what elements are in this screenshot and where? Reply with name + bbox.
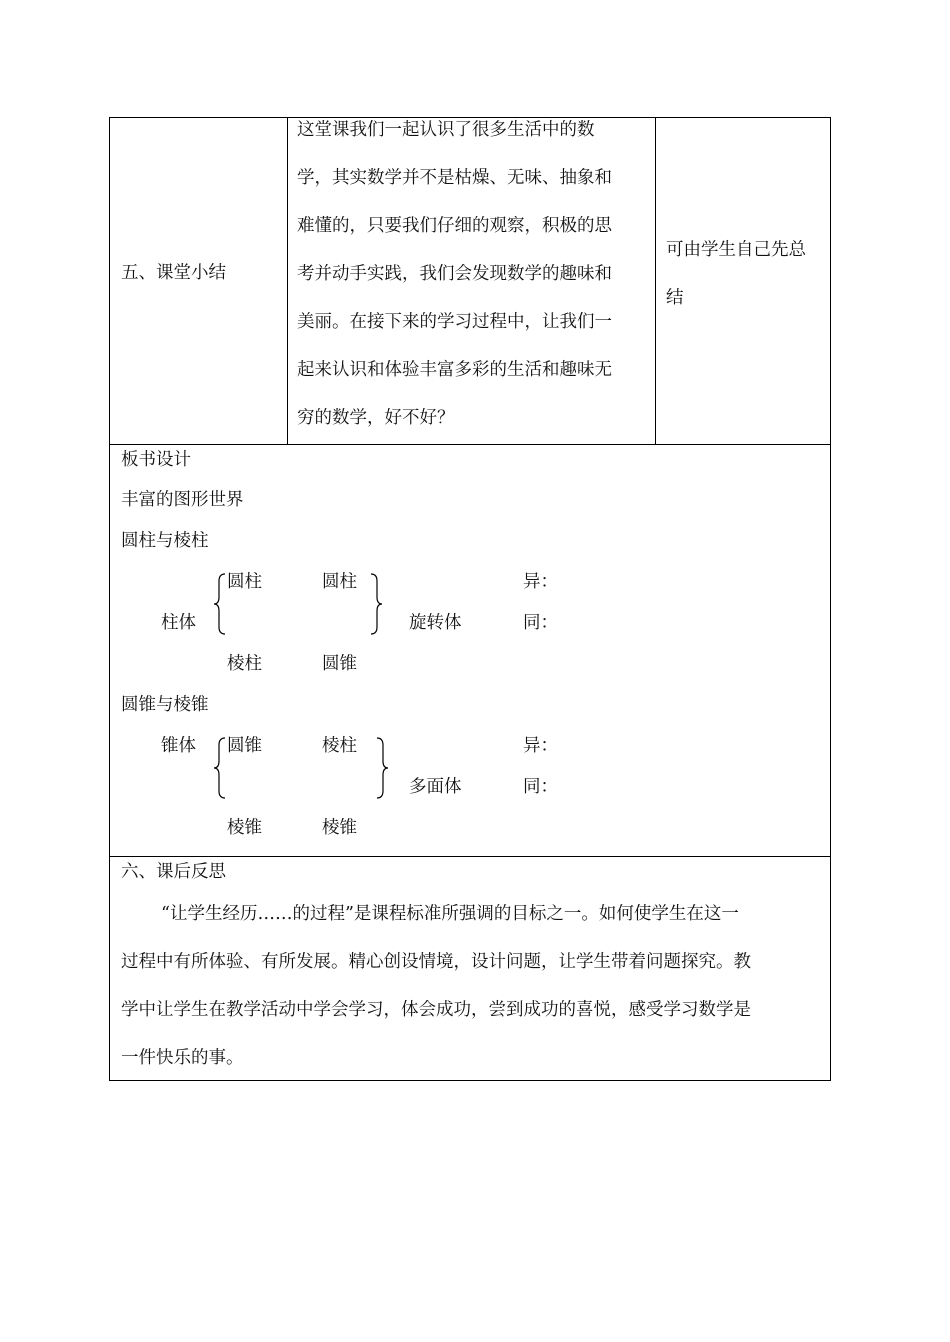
section5-content-line: 美丽。在接下来的学习过程中，让我们一	[297, 312, 612, 332]
group1-left-brace-icon	[212, 573, 228, 635]
group1-title: 圆柱与棱柱	[121, 531, 209, 551]
section6-heading: 六、课后反思	[121, 862, 226, 882]
group2-category: 锥体	[161, 736, 196, 756]
group1-left-bottom: 棱柱	[227, 654, 262, 674]
row-divider-2	[110, 856, 830, 857]
group2-right-top: 棱柱	[322, 736, 357, 756]
group2-left-bottom: 棱锥	[227, 818, 262, 838]
group2-right-bottom: 棱锥	[322, 818, 357, 838]
section5-note-line: 结	[666, 288, 684, 308]
section5-label: 五、课堂小结	[121, 263, 226, 283]
board-title: 丰富的图形世界	[121, 490, 244, 510]
group2-diff-label: 异：	[523, 736, 558, 756]
row-divider-1	[110, 444, 830, 445]
section6-body	[121, 890, 821, 1082]
group2-right-brace-icon	[374, 737, 390, 799]
group2-result: 多面体	[409, 777, 462, 797]
group1-result: 旋转体	[409, 613, 462, 633]
section5-content-line: 穷的数学，好不好？	[297, 408, 455, 428]
group2-same-label: 同：	[523, 777, 558, 797]
section6-line: “让学生经历……的过程”是课程标准所强调的目标之一。如何使学生在这一	[161, 904, 739, 924]
section5-content-line: 学，其实数学并不是枯燥、无味、抽象和	[297, 168, 612, 188]
group1-right-brace-icon	[368, 573, 384, 635]
section6-line: 一件快乐的事。	[121, 1048, 244, 1068]
section5-note-line: 可由学生自己先总	[666, 240, 806, 260]
group1-same-label: 同：	[523, 613, 558, 633]
column-divider-1	[287, 118, 288, 444]
group1-right-bottom: 圆锥	[322, 654, 357, 674]
group2-left-brace-icon	[212, 737, 228, 799]
section5-content	[297, 106, 657, 442]
section5-note	[666, 226, 826, 322]
lesson-table	[109, 117, 831, 1081]
board-heading: 板书设计	[121, 450, 191, 470]
section5-content-line: 考并动手实践，我们会发现数学的趣味和	[297, 264, 612, 284]
section6-line: 学中让学生在教学活动中学会学习，体会成功，尝到成功的喜悦，感受学习数学是	[121, 1000, 751, 1020]
group1-left-top: 圆柱	[227, 572, 262, 592]
section5-content-line: 难懂的，只要我们仔细的观察，积极的思	[297, 216, 612, 236]
section5-content-line: 这堂课我们一起认识了很多生活中的数	[297, 120, 595, 140]
group1-right-top: 圆柱	[322, 572, 357, 592]
group1-diff-label: 异：	[523, 572, 558, 592]
section5-content-line: 起来认识和体验丰富多彩的生活和趣味无	[297, 360, 612, 380]
group2-title: 圆锥与棱锥	[121, 695, 209, 715]
group2-left-top: 圆锥	[227, 736, 262, 756]
group1-category: 柱体	[161, 613, 196, 633]
section6-line: 过程中有所体验、有所发展。精心创设情境，设计问题，让学生带着问题探究。教	[121, 952, 751, 972]
